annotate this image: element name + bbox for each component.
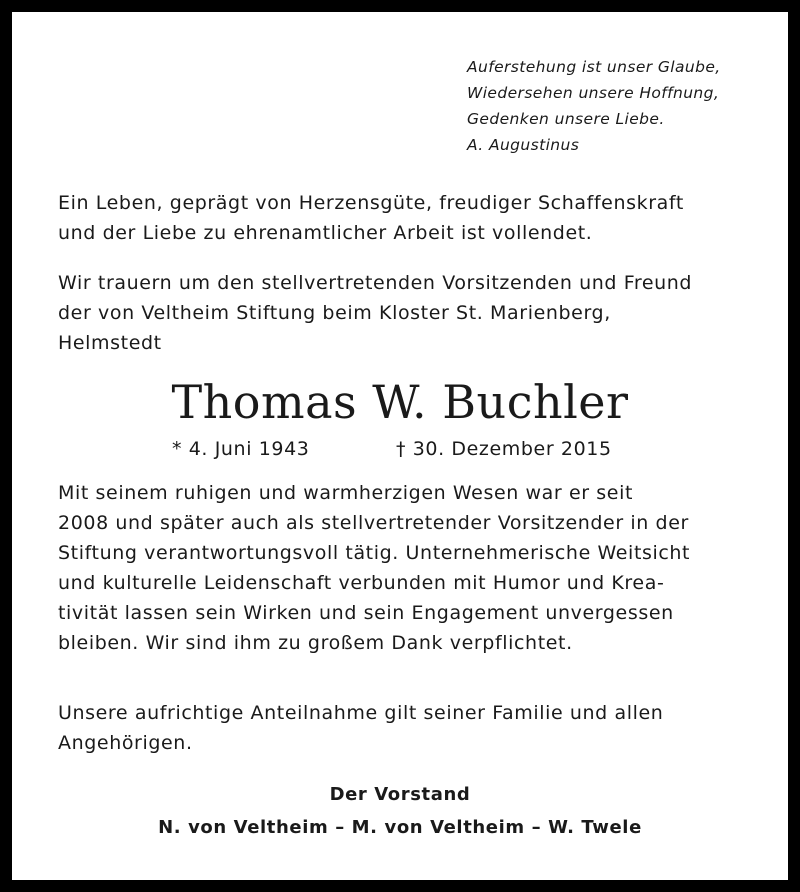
text-line: 2008 und später auch als stellvertretender Vorsitzender in der	[58, 512, 689, 534]
text-line: Wir trauern um den stellvertretenden Vorsitzenden und Freund	[58, 272, 693, 294]
intro-paragraph	[58, 188, 758, 248]
quote-line: Wiedersehen unsere Hoffnung,	[467, 84, 720, 102]
mourning-paragraph	[58, 268, 758, 358]
tribute-paragraph	[58, 478, 758, 658]
text-line: der von Veltheim Stiftung beim Kloster St. Marienberg,	[58, 302, 611, 324]
text-line: Helmstedt	[58, 332, 162, 354]
epigraph-quote	[467, 54, 721, 158]
text-line: Angehörigen.	[58, 732, 193, 754]
text-line: Ein Leben, geprägt von Herzensgüte, freudiger Schaffenskraft	[58, 192, 684, 214]
death-date: † 30. Dezember 2015	[396, 438, 612, 460]
text-line: bleiben. Wir sind ihm zu großem Dank verpflichtet.	[58, 632, 573, 654]
quote-author: A. Augustinus	[467, 136, 580, 154]
signature-members: N. von Veltheim – M. von Veltheim – W. Twele	[158, 817, 642, 838]
text-line: tivität lassen sein Wirken und sein Engagement unvergessen	[58, 602, 674, 624]
text-line: und der Liebe zu ehrenamtlicher Arbeit ist vollendet.	[58, 222, 593, 244]
condolence-paragraph	[58, 698, 758, 758]
quote-line: Gedenken unsere Liebe.	[467, 110, 665, 128]
quote-line: Auferstehung ist unser Glaube,	[467, 58, 721, 76]
text-line: und kulturelle Leidenschaft verbunden mit Humor und Krea-	[58, 572, 665, 594]
birth-date: * 4. Juni 1943	[172, 438, 310, 460]
text-line: Mit seinem ruhigen und warmherzigen Wesen war er seit	[58, 482, 634, 504]
text-line: Stiftung verantwortungsvoll tätig. Unternehmerische Weitsicht	[58, 542, 691, 564]
text-line: Unsere aufrichtige Anteilnahme gilt seiner Familie und allen	[58, 702, 664, 724]
deceased-name: Thomas W. Buchler	[171, 375, 629, 429]
signature-title: Der Vorstand	[329, 784, 471, 805]
obituary-notice	[12, 12, 788, 880]
